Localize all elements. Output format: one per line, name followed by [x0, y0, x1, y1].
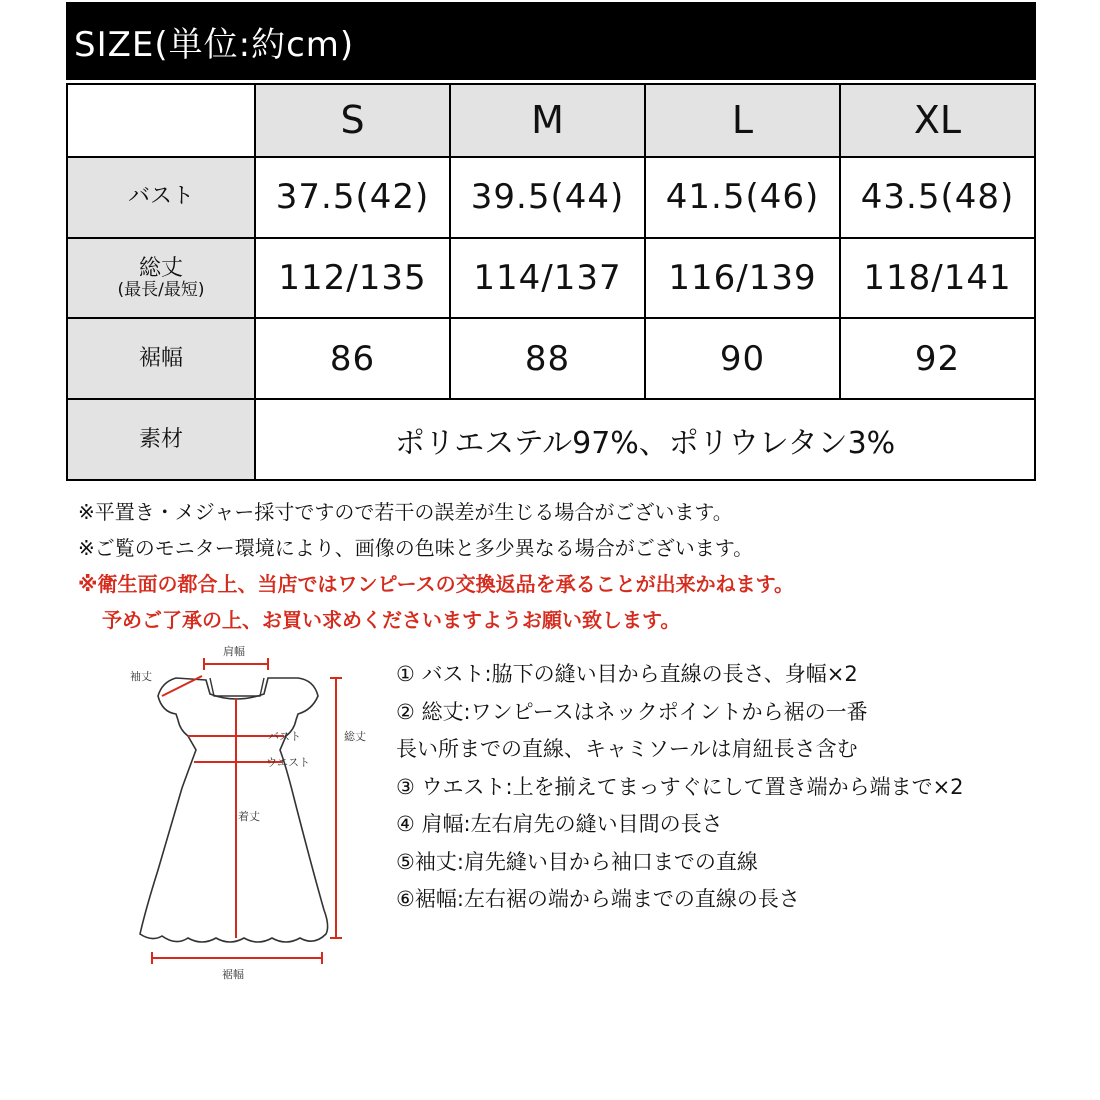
table-cell: 112/135 — [255, 238, 450, 319]
label-shoulder: 肩幅 — [223, 646, 245, 658]
legend-item-sleeve: ⑤袖丈:肩先縫い目から袖口までの直線 — [396, 849, 758, 874]
dress-outline — [140, 678, 328, 942]
table-row — [67, 318, 1035, 399]
row-sublabel: (最長/最短) — [117, 279, 205, 300]
table-cell: 118/141 — [840, 238, 1035, 319]
table-cell: 116/139 — [645, 238, 840, 319]
note-no-returns: ※衛生面の都合上、当店ではワンピースの交換返品を承ることが出来かねます。 — [78, 572, 795, 596]
table-cell: 41.5(46) — [645, 157, 840, 238]
legend-item-bust: ① バスト:脇下の縫い目から直線の長さ、身幅×2 — [396, 662, 858, 686]
table-cell: 90 — [645, 318, 840, 399]
material-value: ポリエステル97%、ポリウレタン3% — [255, 399, 1035, 480]
table-row — [67, 238, 1035, 319]
table-cell: 114/137 — [450, 238, 645, 319]
note-measurement: ※平置き・メジャー採寸ですので若干の誤差が生じる場合がございます。 — [78, 500, 733, 524]
table-cell: 43.5(48) — [840, 157, 1035, 238]
neckline — [210, 678, 264, 696]
label-length: 着丈 — [238, 811, 260, 823]
table-cell: 92 — [840, 318, 1035, 399]
size-header-xl: XL — [840, 84, 1035, 157]
measurement-legend — [396, 656, 1086, 919]
note-monitor: ※ご覧のモニター環境により、画像の色味と多少異なる場合がございます。 — [78, 536, 754, 560]
garment-diagram — [118, 638, 378, 988]
size-table — [66, 83, 1036, 481]
size-header-s: S — [255, 84, 450, 157]
label-hem: 裾幅 — [222, 969, 244, 981]
table-cell: 37.5(42) — [255, 157, 450, 238]
label-bust: バスト — [268, 731, 301, 743]
size-header-l: L — [645, 84, 840, 157]
row-label-bust: バスト — [67, 157, 255, 238]
label-waist: ウエスト — [266, 757, 310, 769]
legend-item-total-length-cont: 長い所までの直線、キャミソールは肩紐長さ含む — [396, 737, 858, 761]
size-header-row — [67, 84, 1035, 157]
notes — [78, 494, 1038, 638]
table-cell: 39.5(44) — [450, 157, 645, 238]
label-total-length: 総丈 — [344, 731, 366, 743]
material-row — [67, 399, 1035, 480]
size-header-m: M — [450, 84, 645, 157]
page-title — [66, 2, 1036, 80]
row-label-hem-width: 裾幅 — [67, 318, 255, 399]
legend-item-total-length: ② 総丈:ワンピースはネックポイントから裾の一番 — [396, 699, 868, 724]
corner-cell — [67, 84, 255, 157]
row-label-total-length — [67, 238, 255, 319]
table-cell: 88 — [450, 318, 645, 399]
note-apology: 予めご了承の上、お買い求めくださいますようお願い致します。 — [102, 608, 681, 632]
row-label-text: 総丈 — [138, 255, 183, 281]
page-title-text: SIZE(単位:約cm) — [74, 24, 355, 65]
table-row — [67, 157, 1035, 238]
legend-item-waist: ③ ウエスト:上を揃えてまっすぐにして置き端から端まで×2 — [396, 774, 964, 799]
row-label-material: 素材 — [67, 399, 255, 480]
table-cell: 86 — [255, 318, 450, 399]
legend-item-hem: ⑥裾幅:左右裾の端から端までの直線の長さ — [396, 887, 800, 911]
label-sleeve: 袖丈 — [130, 671, 152, 683]
legend-item-shoulder: ④ 肩幅:左右肩先の縫い目間の長さ — [396, 812, 723, 836]
